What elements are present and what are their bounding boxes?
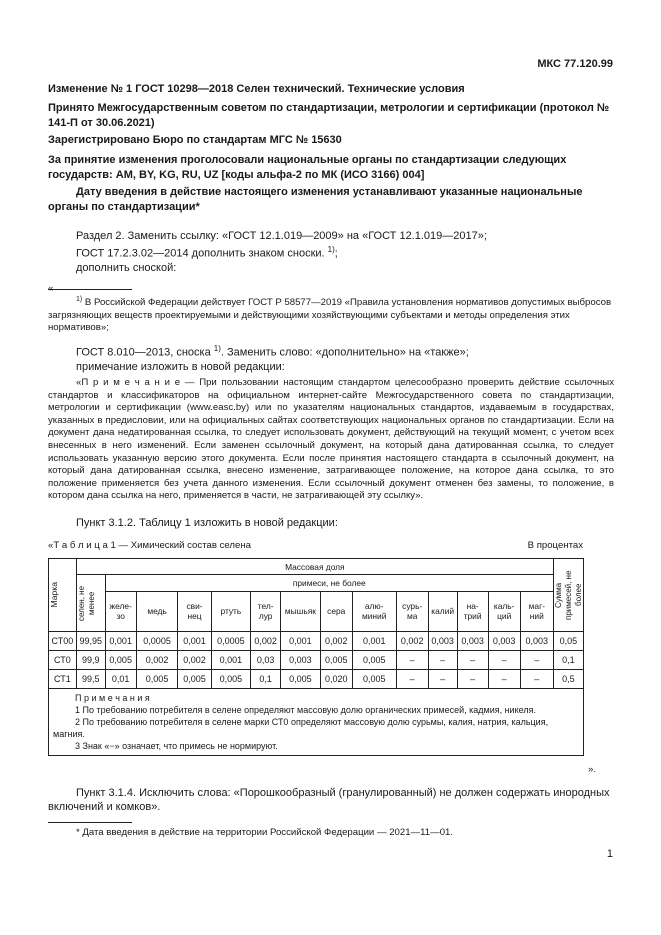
gost8010-mark: 1) bbox=[213, 344, 221, 353]
gost8010-block bbox=[76, 342, 616, 374]
header-mark bbox=[49, 559, 77, 632]
table-cell: – bbox=[428, 670, 457, 689]
table-body bbox=[49, 632, 584, 689]
gost8010-line1 bbox=[76, 342, 616, 360]
table-cell: – bbox=[488, 651, 520, 670]
impurity-header-cell: тел- лур bbox=[251, 591, 281, 631]
section2-block bbox=[76, 229, 616, 275]
table-cell: 99,5 bbox=[76, 670, 105, 689]
amendment-title: Изменение № 1 ГОСТ 10298—2018 Селен технический. Технические условия bbox=[48, 83, 465, 95]
footnote-star: * Дата введения в действие на территории Российской Федерации — 2021—11—01. bbox=[76, 827, 454, 838]
note-1: 1 По требованию потребителя в селене определяют массовую долю органических примесей, кадмия, никеля. bbox=[75, 705, 536, 715]
punkt-3-1-2: Пункт 3.1.2. Таблицу 1 изложить в новой редакции: bbox=[76, 517, 338, 529]
section2-line3: дополнить сноской: bbox=[76, 261, 177, 274]
table-cell: 0,005 bbox=[105, 651, 136, 670]
registered-text: Зарегистрировано Бюро по стандартам МГС № 15630 bbox=[48, 134, 342, 146]
table-cell: СТ0 bbox=[49, 651, 77, 670]
section2-line2-text: ГОСТ 17.2.3.02—2014 дополнить знаком сноски. bbox=[76, 247, 328, 260]
table-cell: 0,1 bbox=[553, 651, 583, 670]
table-row bbox=[49, 670, 584, 689]
table-cell: – bbox=[520, 670, 553, 689]
gost8010-line1a: ГОСТ 8.010—2013, сноска bbox=[76, 346, 214, 359]
footnote1-mark: 1) bbox=[76, 296, 83, 303]
punkt-3-1-4: Пункт 3.1.4. Исключить слова: «Порошкообразный (гранулированный) не должен содержать инородных включений и комков». bbox=[48, 787, 610, 813]
header-selen bbox=[76, 575, 105, 632]
table-cell: 0,5 bbox=[553, 670, 583, 689]
table-cell: 99,9 bbox=[76, 651, 105, 670]
table-cell: 0,003 bbox=[488, 632, 520, 651]
note-3: 3 Знак «−» означает, что примесь не нормируют. bbox=[75, 741, 278, 751]
impurity-header-cell: калий bbox=[428, 591, 457, 631]
section2-line2-end: ; bbox=[334, 247, 338, 260]
impurity-header-cell: на- трий bbox=[457, 591, 488, 631]
section2-line2 bbox=[76, 243, 616, 261]
table-cell: 0,0005 bbox=[211, 632, 251, 651]
gost8010-line1b: . Заменить слово: «дополнительно» на «также»; bbox=[220, 346, 469, 359]
impurity-header-cell: алю- миний bbox=[352, 591, 396, 631]
table-cell: 0,01 bbox=[105, 670, 136, 689]
voted-text: За принятие изменения проголосовали национальные органы по стандартизации следующих государств: AM, BY, KG, RU, UZ [коды альфа-2 по МК (ИСО 3166) 004] bbox=[48, 154, 567, 181]
effective-date-text: Дату введения в действие настоящего изменения устанавливают указанные национальные органы по стандартизации* bbox=[48, 186, 583, 213]
table-cell: 0,0005 bbox=[136, 632, 178, 651]
header-mark-label: Марка bbox=[49, 582, 59, 608]
table-cell: 0,005 bbox=[178, 670, 211, 689]
table-cell: – bbox=[488, 670, 520, 689]
footnote1-body: В Российской Федерации действует ГОСТ Р 58577—2019 «Правила установления нормативов допустимых выбросов загрязняющих веществ проектируемыми и действующими хозяйствующими субъектами и методы определения этих нормативов»; bbox=[48, 297, 612, 334]
header-selen-label: селен, не менее bbox=[76, 585, 96, 621]
impurity-header-cell: сурь- ма bbox=[396, 591, 428, 631]
table-row bbox=[49, 651, 584, 670]
note-2: 2 По требованию потребителя в селене марки СТ0 определяют массовую долю сурьмы, калия, натрия, кальция, магния. bbox=[53, 717, 549, 739]
footnote-mark: 1) bbox=[327, 245, 335, 254]
table-cell: 0,003 bbox=[457, 632, 488, 651]
impurity-header-cell: желе- зо bbox=[105, 591, 136, 631]
section2-line1: Раздел 2. Заменить ссылку: «ГОСТ 12.1.019—2009» на «ГОСТ 12.1.019—2017»; bbox=[76, 230, 487, 242]
header-sum-label: Сумма примесей, не более bbox=[553, 570, 583, 620]
footnote-rule bbox=[48, 289, 132, 290]
table-unit: В процентах bbox=[527, 540, 583, 551]
table-cell: 0,005 bbox=[320, 651, 352, 670]
table-cell: 99,95 bbox=[76, 632, 105, 651]
impurity-header-cell: маг- ний bbox=[520, 591, 553, 631]
table-cell: 0,002 bbox=[396, 632, 428, 651]
table-cell: – bbox=[457, 651, 488, 670]
composition-table bbox=[48, 558, 584, 756]
table-caption: «Т а б л и ц а 1 — Химический состав селена bbox=[48, 540, 251, 551]
footnote-star-rule bbox=[48, 822, 132, 823]
table-cell: 0,003 bbox=[428, 632, 457, 651]
table-cell: – bbox=[428, 651, 457, 670]
gost8010-line2: примечание изложить в новой редакции: bbox=[76, 360, 285, 373]
table-cell: 0,003 bbox=[281, 651, 321, 670]
header-sum bbox=[553, 559, 583, 632]
table-cell: 0,001 bbox=[352, 632, 396, 651]
table-cell: 0,001 bbox=[105, 632, 136, 651]
impurity-header-cell: медь bbox=[136, 591, 178, 631]
table-row bbox=[49, 632, 584, 651]
footnote-quote: « bbox=[48, 283, 54, 294]
impurity-header-cell: каль- ций bbox=[488, 591, 520, 631]
table-cell: – bbox=[396, 651, 428, 670]
classification-code: МКС 77.120.99 bbox=[537, 58, 613, 70]
footnote1-text bbox=[48, 294, 614, 335]
table-cell: 0,002 bbox=[320, 632, 352, 651]
notes-title: П р и м е ч а н и я bbox=[75, 693, 150, 703]
table-cell: 0,002 bbox=[136, 651, 178, 670]
table-cell: 0,001 bbox=[281, 632, 321, 651]
table-cell: 0,002 bbox=[178, 651, 211, 670]
table-cell: 0,005 bbox=[352, 670, 396, 689]
table-close-quote: ». bbox=[588, 764, 597, 775]
impurity-header-cell: ртуть bbox=[211, 591, 251, 631]
table-cell: – bbox=[520, 651, 553, 670]
table-cell: – bbox=[396, 670, 428, 689]
table-cell: СТ00 bbox=[49, 632, 77, 651]
impurity-header-row bbox=[49, 591, 584, 631]
impurity-header-cell: мышьяк bbox=[281, 591, 321, 631]
table-cell: 0,020 bbox=[320, 670, 352, 689]
table-cell: 0,05 bbox=[553, 632, 583, 651]
table-cell: 0,03 bbox=[251, 651, 281, 670]
table-cell: 0,1 bbox=[251, 670, 281, 689]
table-cell: 0,005 bbox=[281, 670, 321, 689]
table-cell: 0,005 bbox=[136, 670, 178, 689]
impurity-header-cell: сера bbox=[320, 591, 352, 631]
table-cell: 0,001 bbox=[178, 632, 211, 651]
page-number: 1 bbox=[606, 848, 613, 860]
table-cell: 0,001 bbox=[211, 651, 251, 670]
table-cell: 0,005 bbox=[211, 670, 251, 689]
table-cell: 0,005 bbox=[352, 651, 396, 670]
table-cell: – bbox=[457, 670, 488, 689]
table-cell: СТ1 bbox=[49, 670, 77, 689]
table-cell: 0,002 bbox=[251, 632, 281, 651]
adopted-text: Принято Межгосударственным советом по стандартизации, метрологии и сертификации (протокол № 141-П от 30.06.2021) bbox=[48, 102, 610, 129]
header-mass: Массовая доля bbox=[76, 559, 553, 575]
impurity-header-cell: сви- нец bbox=[178, 591, 211, 631]
table-cell: 0,003 bbox=[520, 632, 553, 651]
header-impurities: примеси, не более bbox=[105, 575, 553, 592]
table-notes bbox=[49, 689, 584, 756]
note-paragraph: «П р и м е ч а н и е — При пользовании настоящим стандартом целесообразно проверить действие ссылочных стандартов и классификаторов на официальном интернет-сайте Межгосударственного совета по стандартизации, метрологии и сертификации (www.easc.by) или по указателям национальных стандартов, издаваемым в государствах, указанных в предисловии, или на официальных сайтах соответствующих национальных органов по стандартизации. Если на документ дана недатированная ссылка, то следует использовать документ, действующий на текущий момент, с учетом всех внесенных в него изменений. Если заменен ссылочный документ, на который дана датированная ссылка, то следует использовать указанную версию этого документа. Если после принятия настоящего стандарта в ссылочный документ, на который дана датированная ссылка, внесено изменение, затрагивающее положение, на которое дана ссылка, то это положение применяется без учета данного изменения. Если ссылочный документ отменен без замены, то положение, в котором дана ссылка на него, применяется в части, не затрагивающей эту ссылку». bbox=[48, 377, 614, 502]
